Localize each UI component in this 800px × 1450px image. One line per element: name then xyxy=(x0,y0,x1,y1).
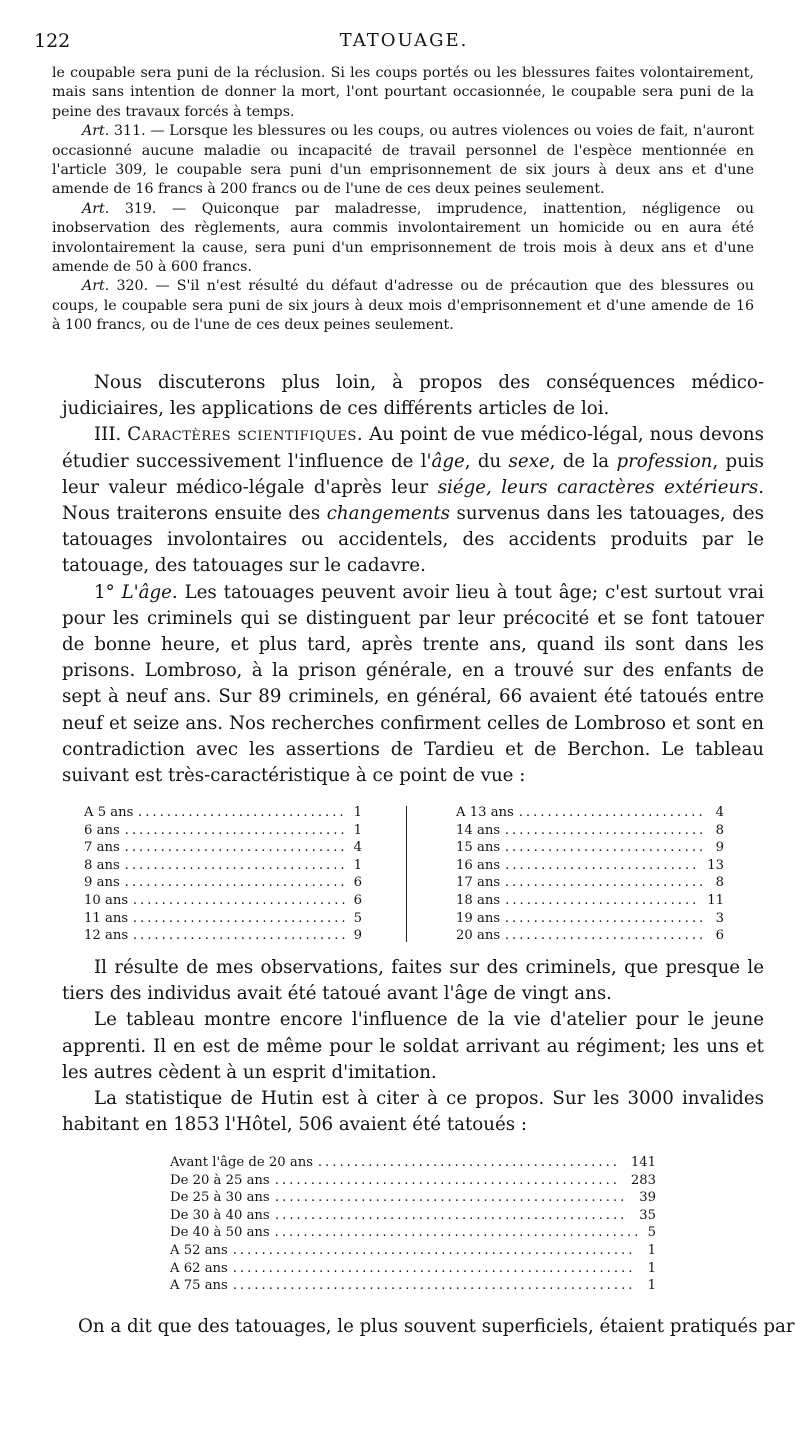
dot-leader: .............................. xyxy=(132,892,349,908)
row-label: 7 ans xyxy=(84,840,120,856)
row-label: 19 ans xyxy=(456,910,501,926)
table-row xyxy=(170,1172,656,1190)
row-value: 8 xyxy=(715,875,724,891)
row-value: 1 xyxy=(647,1260,656,1276)
row-label: 9 ans xyxy=(84,875,120,891)
row-label: 14 ans xyxy=(456,822,501,838)
paragraph-caracteres: III. Caractères scientifiques. Au point de vue médico-légal, nous devons étudier successivement l'influence de l'âge, du sexe, de la profession, puis leur valeur médico-légale d'après leur siége, leurs caractères extérieurs. Nous traiterons ensuite des changements survenus dans les tatouages, des tatouages involontaires ou accidentels, des accidents produits par le tatouage, des tatouages sur le cadavre. xyxy=(62,424,764,577)
row-value: 4 xyxy=(353,840,362,856)
table-row xyxy=(456,892,724,910)
table-row xyxy=(170,1189,656,1207)
running-title: TATOUAGE. xyxy=(339,30,469,51)
row-value: 283 xyxy=(630,1172,656,1188)
article-continuation: le coupable sera puni de la réclusion. Si les coups portés ou les blessures faites volontairement, mais sans intention de donner la mort, l'ont pourtant occasionnée, le coupable sera puni de la peine des travaux forcés à temps. xyxy=(52,65,754,120)
table-row xyxy=(170,1207,656,1225)
row-value: 39 xyxy=(639,1190,656,1206)
dot-leader: .......................................... xyxy=(317,1155,620,1170)
row-value: 141 xyxy=(630,1155,656,1170)
page-header xyxy=(34,30,774,56)
dot-leader: ................................................. xyxy=(274,1190,628,1206)
table-row xyxy=(84,874,362,892)
row-label: 8 ans xyxy=(84,857,120,873)
row-value: 11 xyxy=(707,892,724,908)
row-value: 1 xyxy=(353,822,362,838)
row-label: 15 ans xyxy=(456,840,501,856)
table-row xyxy=(456,857,724,875)
table-row xyxy=(170,1260,656,1278)
table-row xyxy=(84,857,362,875)
row-value: 6 xyxy=(353,875,362,891)
dot-leader: ............................. xyxy=(138,805,347,820)
paragraph: Le tableau montre encore l'influence de la vie d'atelier pour le jeune apprenti. Il en est de même pour le soldat arrivant au régiment; les uns et les autres cèdent à un esprit d'imitation. xyxy=(62,1009,764,1083)
row-value: 1 xyxy=(647,1242,656,1258)
dot-leader: ............................ xyxy=(504,840,707,856)
dot-leader: ........................................................ xyxy=(232,1260,636,1276)
table-row xyxy=(456,804,724,822)
table-row xyxy=(84,822,362,840)
dot-leader: ........................... xyxy=(505,892,700,908)
table-row xyxy=(170,1154,656,1172)
row-value: 6 xyxy=(353,892,362,908)
row-label: De 20 à 25 ans xyxy=(170,1172,270,1188)
dot-leader: ............................ xyxy=(504,822,707,838)
dot-leader: ............................ xyxy=(504,875,707,891)
paragraph-age: 1° L'âge. Les tatouages peuvent avoir lieu à tout âge; c'est surtout vrai pour les criminels qui se distinguent par leur précocité et se font tatouer de bonne heure, et plus tard, après trente ans, quand ils sont dans les prisons. Lombroso, à la prison générale, en a trouvé sur des enfants de sept à neuf ans. Sur 89 criminels, en général, 66 avaient été tatoués entre neuf et seize ans. Nos recherches confirment celles de Lombroso et sont en contradiction avec les assertions de Tardieu et de Berchon. Le tableau suivant est très-caractéristique à ce point de vue : xyxy=(62,581,764,787)
paragraph: La statistique de Hutin est à citer à ce propos. Sur les 3000 invalides habitant en 1853 l'Hôtel, 506 avaient été tatoués : xyxy=(62,1088,764,1136)
dot-leader: ............................... xyxy=(124,822,348,838)
table-row xyxy=(456,910,724,928)
column-divider xyxy=(406,806,407,942)
section-heading: Caractères scientifiques. xyxy=(127,424,364,446)
row-label: 6 ans xyxy=(84,822,120,838)
dot-leader: ........................................................ xyxy=(232,1242,636,1258)
row-value: 9 xyxy=(353,928,362,944)
article-319: Art. 319. — Quiconque par maladresse, imprudence, inattention, négligence ou inobservation des règlements, aura commis involontairement un homicide ou en aura été involontairement la cause, sera puni d'un emprisonnement de trois mois à deux ans et d'une amende de 50 à 600 francs. xyxy=(52,200,754,276)
row-label: A 13 ans xyxy=(456,805,514,820)
paragraph: Il résulte de mes observations, faites sur des criminels, que presque le tiers des individus avait été tatoué avant l'âge de vingt ans. xyxy=(62,957,764,1005)
row-label: De 30 à 40 ans xyxy=(170,1207,270,1223)
dot-leader: ........................................................ xyxy=(232,1278,636,1294)
paragraph-final: On a dit que des tatouages, le plus souvent superficiels, étaient pratiqués par xyxy=(78,1316,795,1337)
dot-leader: ................................................... xyxy=(274,1225,642,1241)
row-value: 5 xyxy=(353,910,362,926)
page-number: 122 xyxy=(34,30,71,52)
subsection-heading: L'âge. xyxy=(121,581,178,603)
dot-leader: ............................... xyxy=(124,857,348,873)
row-value: 4 xyxy=(715,805,724,820)
table-row xyxy=(170,1224,656,1242)
row-label: A 62 ans xyxy=(170,1260,228,1276)
row-value: 8 xyxy=(715,822,724,838)
table-row xyxy=(84,892,362,910)
row-value: 1 xyxy=(647,1278,656,1294)
row-value: 5 xyxy=(647,1225,656,1241)
table-row xyxy=(84,804,362,822)
article-320: Art. 320. — S'il n'est résulté du défaut d'adresse ou de précaution que des blessures ou coups, le coupable sera puni de six jours à deux mois d'emprisonnement et d'une amende de 16 à 100 francs, ou de l'une de ces deux peines seulement. xyxy=(52,278,755,334)
age-table xyxy=(84,804,724,946)
hutin-table xyxy=(170,1154,656,1295)
age-table-right-column xyxy=(456,804,724,945)
row-label: A 52 ans xyxy=(170,1242,228,1258)
row-label: 18 ans xyxy=(456,892,501,908)
row-value: 35 xyxy=(639,1207,656,1223)
row-label: 10 ans xyxy=(84,892,129,908)
table-row xyxy=(84,927,362,945)
row-value: 9 xyxy=(715,840,724,856)
body-text-section-1 xyxy=(62,370,764,789)
dot-leader: ............................... xyxy=(124,875,348,891)
law-articles xyxy=(52,64,754,336)
row-label: 17 ans xyxy=(456,875,501,891)
paragraph: Nous discuterons plus loin, à propos des conséquences médico-judiciaires, les applications de ces différents articles de loi. xyxy=(62,372,764,420)
table-row xyxy=(170,1277,656,1295)
table-row xyxy=(456,839,724,857)
article-311: Art. 311. — Lorsque les blessures ou les coups, ou autres violences ou voies de fait, n'auront occasionné aucune maladie ou incapacité de travail personnel de l'espèce mentionnée en l'article 309, le coupable sera puni d'un emprisonnement de six jours à deux ans et d'une amende de 16 francs à 200 francs ou de l'une de ces deux peines seulement. xyxy=(52,123,754,198)
table-row xyxy=(84,910,362,928)
row-label: 20 ans xyxy=(456,928,501,944)
dot-leader: ............................ xyxy=(504,928,707,944)
dot-leader: .............................. xyxy=(132,928,349,944)
row-label: 12 ans xyxy=(84,928,129,944)
row-label: A 5 ans xyxy=(84,805,134,820)
table-row xyxy=(456,874,724,892)
body-text-section-2 xyxy=(62,955,764,1138)
row-value: 6 xyxy=(715,928,724,944)
row-value: 3 xyxy=(715,910,724,926)
dot-leader: ................................................ xyxy=(274,1172,620,1188)
row-label: 16 ans xyxy=(456,857,501,873)
age-table-left-column xyxy=(84,804,362,945)
row-label: Avant l'âge de 20 ans xyxy=(170,1155,313,1170)
row-label: De 25 à 30 ans xyxy=(170,1190,270,1206)
row-label: A 75 ans xyxy=(170,1278,228,1294)
table-row xyxy=(456,822,724,840)
dot-leader: ........................... xyxy=(505,857,700,873)
table-row xyxy=(84,839,362,857)
row-label: 11 ans xyxy=(84,910,129,926)
row-label: De 40 à 50 ans xyxy=(170,1225,270,1241)
dot-leader: ............................ xyxy=(504,910,707,926)
table-row xyxy=(456,927,724,945)
row-value: 1 xyxy=(353,857,362,873)
row-value: 1 xyxy=(353,805,362,820)
dot-leader: .............................. xyxy=(132,910,349,926)
dot-leader: ................................................. xyxy=(274,1207,628,1223)
dot-leader: .......................... xyxy=(518,805,706,820)
dot-leader: ............................... xyxy=(124,840,348,856)
row-value: 13 xyxy=(707,857,724,873)
table-row xyxy=(170,1242,656,1260)
